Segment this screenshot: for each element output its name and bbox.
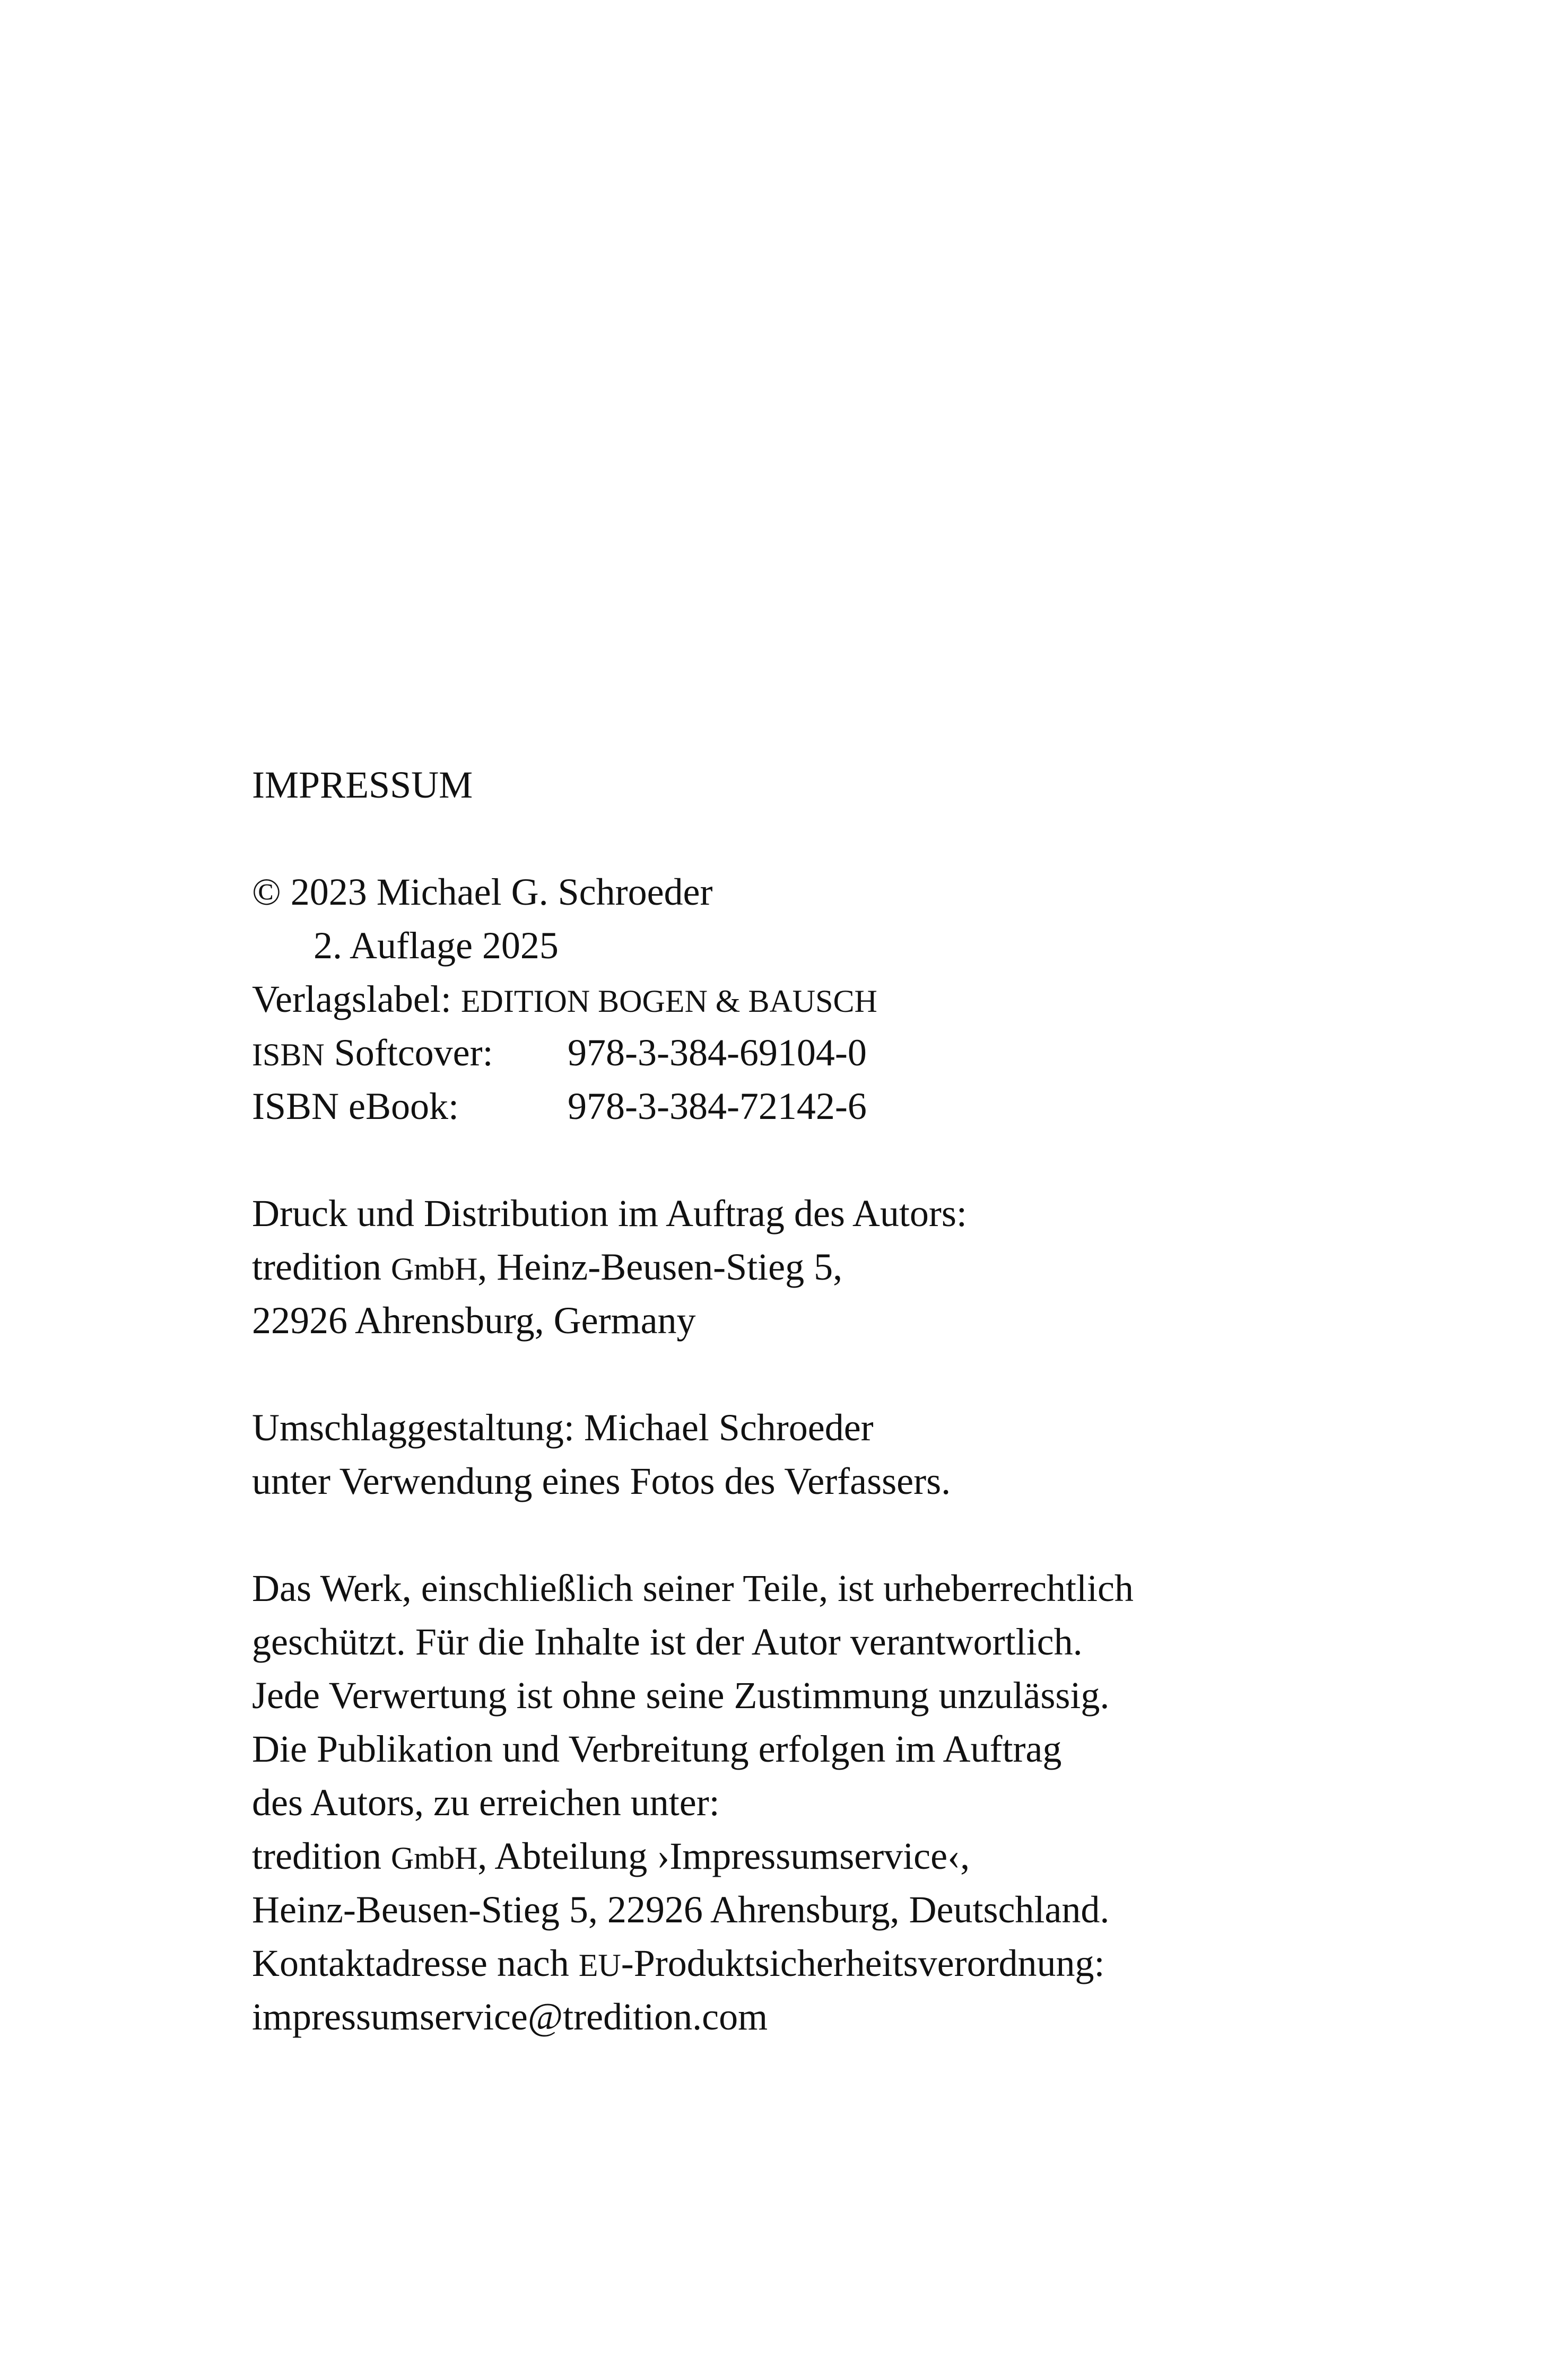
legal-line-4: Die Publikation und Verbreitung erfolgen im Auftrag	[252, 1728, 1062, 1770]
contact-email[interactable]: impressumservice@tredition.com	[252, 1996, 768, 2038]
copyright-line: © 2023 Michael G. Schroeder	[252, 871, 713, 913]
isbn-softcover-row	[252, 1026, 1366, 1080]
isbn-ebook-value: 978-3-384-72142-6	[568, 1085, 867, 1127]
legal-department: , Abteilung ›Impressumservice‹,	[477, 1835, 970, 1877]
isbn-ebook-row	[252, 1080, 1366, 1133]
cover-design-line-1: Umschlaggestaltung: Michael Schroeder	[252, 1406, 874, 1449]
legal-line-5: des Autors, zu erreichen unter:	[252, 1781, 720, 1824]
distribution-company: tredition	[252, 1246, 391, 1288]
copyright-block	[252, 865, 1366, 1133]
isbn-softcover-label	[252, 1026, 568, 1080]
legal-company-form: GmbH	[390, 1841, 478, 1876]
isbn-ebook-label: ISBN eBook:	[252, 1085, 459, 1127]
legal-company: tredition	[252, 1835, 391, 1877]
publisher-label-value: EDITION BOGEN & BAUSCH	[460, 984, 877, 1019]
legal-line-2: geschützt. Für die Inhalte ist der Autor verantwortlich.	[252, 1621, 1083, 1663]
legal-line-7: Heinz-Beusen-Stieg 5, 22926 Ahrensburg, Deutschland.	[252, 1888, 1110, 1931]
contact-prefix: Kontaktadresse nach	[252, 1942, 579, 1984]
cover-design-block	[252, 1401, 1366, 1508]
distribution-line-2	[252, 1240, 1366, 1294]
isbn-softcover-label-text: Softcover:	[324, 1031, 493, 1074]
distribution-street: , Heinz-Beusen-Stieg 5,	[477, 1246, 843, 1288]
legal-line-1: Das Werk, einschließlich seiner Teile, ist urheberrechtlich	[252, 1567, 1134, 1609]
distribution-line-3: 22926 Ahrensburg, Germany	[252, 1299, 696, 1342]
distribution-line-1: Druck und Distribution im Auftrag des Autors:	[252, 1192, 967, 1235]
contact-regulation: -Produktsicherheitsverordnung:	[621, 1942, 1105, 1984]
edition-line: 2. Auflage 2025	[314, 924, 559, 967]
distribution-company-form: GmbH	[390, 1252, 478, 1287]
publisher-label-prefix: Verlagslabel:	[252, 978, 461, 1020]
imprint-heading: IMPRESSUM	[252, 764, 473, 806]
legal-line-6	[252, 1830, 1366, 1883]
legal-line-3: Jede Verwertung ist ohne seine Zustimmung unzulässig.	[252, 1674, 1110, 1717]
contact-eu: EU	[578, 1948, 621, 1983]
publisher-label-line	[252, 973, 1366, 1026]
distribution-block	[252, 1187, 1366, 1348]
legal-notice-block	[252, 1562, 1366, 2044]
isbn-softcover-prefix: ISBN	[252, 1037, 325, 1072]
imprint-page	[252, 758, 1366, 2044]
isbn-softcover-value: 978-3-384-69104-0	[568, 1031, 867, 1074]
cover-design-line-2: unter Verwendung eines Fotos des Verfassers.	[252, 1460, 951, 1502]
legal-line-8	[252, 1937, 1366, 1990]
